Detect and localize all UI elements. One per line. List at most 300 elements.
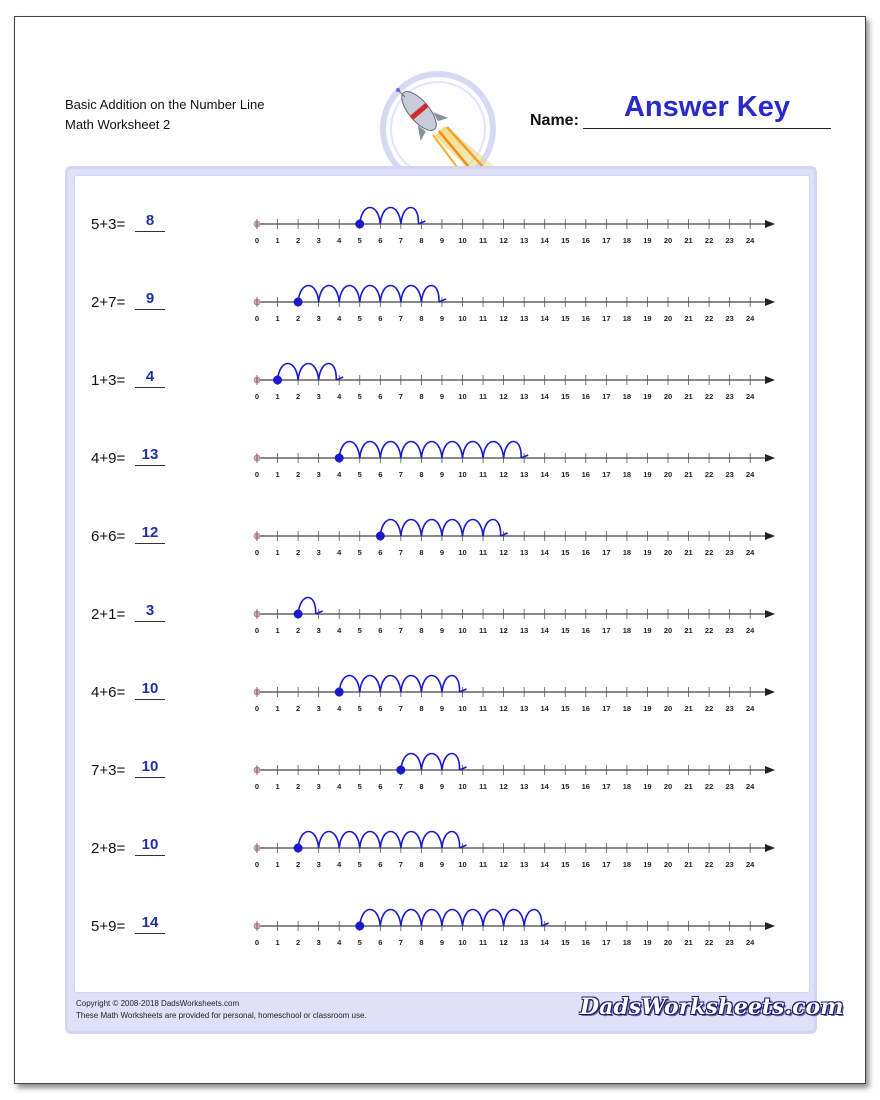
tick-label: 4 bbox=[337, 236, 342, 245]
start-point bbox=[273, 376, 282, 385]
jump-arc bbox=[380, 910, 401, 927]
tick-label: 3 bbox=[316, 236, 321, 245]
tick-label: 0 bbox=[254, 314, 260, 323]
tick-label: 5 bbox=[357, 860, 362, 869]
tick-label: 18 bbox=[622, 704, 632, 713]
start-point bbox=[294, 610, 303, 619]
tick-label: 24 bbox=[746, 704, 755, 713]
tick-label: 21 bbox=[684, 938, 693, 947]
tick-label: 1 bbox=[275, 860, 280, 869]
tick-label: 6 bbox=[378, 704, 383, 713]
number-line-6 bbox=[254, 598, 775, 636]
jump-arc bbox=[401, 832, 422, 849]
tick-label: 24 bbox=[746, 938, 755, 947]
tick-label: 7 bbox=[398, 470, 403, 479]
tick-label: 20 bbox=[663, 704, 673, 713]
tick-label: 9 bbox=[439, 626, 445, 635]
tick-label: 13 bbox=[519, 314, 529, 323]
tick-label: 23 bbox=[725, 782, 734, 791]
tick-label: 20 bbox=[663, 782, 673, 791]
tick-label: 7 bbox=[398, 938, 403, 947]
jump-arc bbox=[380, 832, 401, 849]
tick-label: 2 bbox=[296, 626, 301, 635]
tick-label: 4 bbox=[337, 938, 342, 947]
tick-label: 24 bbox=[746, 236, 755, 245]
tick-label: 17 bbox=[602, 938, 611, 947]
tick-label: 23 bbox=[725, 392, 734, 401]
tick-label: 24 bbox=[746, 392, 755, 401]
tick-label: 18 bbox=[622, 392, 632, 401]
tick-label: 22 bbox=[704, 548, 714, 557]
tick-label: 18 bbox=[622, 860, 632, 869]
tick-label: 4 bbox=[337, 314, 342, 323]
number-line-10 bbox=[254, 910, 775, 948]
tick-label: 16 bbox=[581, 704, 590, 713]
jump-arc bbox=[483, 520, 501, 537]
tick-label: 1 bbox=[275, 938, 280, 947]
number-line-1 bbox=[254, 208, 775, 246]
start-point bbox=[335, 688, 344, 697]
jump-arc bbox=[442, 442, 463, 459]
tick-label: 14 bbox=[540, 704, 549, 713]
number-line-2 bbox=[254, 286, 775, 324]
problem-answer: 10 bbox=[135, 836, 165, 856]
tick-label: 24 bbox=[746, 470, 755, 479]
tick-label: 10 bbox=[458, 314, 467, 323]
tick-label: 24 bbox=[746, 782, 755, 791]
jump-arc bbox=[380, 676, 401, 693]
jump-arc bbox=[380, 208, 401, 225]
problem-expression: 2+8= bbox=[91, 840, 126, 857]
tick-label: 8 bbox=[419, 392, 424, 401]
tick-label: 19 bbox=[643, 314, 652, 323]
tick-label: 15 bbox=[561, 860, 570, 869]
start-point bbox=[355, 220, 364, 229]
tick-label: 9 bbox=[439, 470, 445, 479]
tick-label: 18 bbox=[622, 236, 632, 245]
tick-label: 0 bbox=[254, 860, 260, 869]
problem-expression: 2+7= bbox=[91, 294, 126, 311]
tick-label: 10 bbox=[458, 860, 467, 869]
tick-label: 3 bbox=[316, 314, 321, 323]
tick-label: 6 bbox=[378, 938, 383, 947]
usage-note: These Math Worksheets are provided for personal, homeschool or classroom use. bbox=[76, 1011, 367, 1020]
tick-label: 1 bbox=[275, 470, 280, 479]
tick-label: 16 bbox=[581, 236, 590, 245]
number-line-3 bbox=[254, 364, 775, 402]
tick-label: 17 bbox=[602, 236, 611, 245]
jump-arc bbox=[421, 442, 442, 459]
tick-label: 0 bbox=[254, 548, 260, 557]
jump-arc bbox=[421, 676, 442, 693]
jump-arc bbox=[339, 832, 360, 849]
problem-answer: 10 bbox=[135, 758, 165, 778]
tick-label: 12 bbox=[499, 782, 508, 791]
jump-arc bbox=[421, 910, 442, 927]
worksheet-page bbox=[14, 16, 866, 1084]
tick-label: 15 bbox=[561, 470, 570, 479]
tick-label: 19 bbox=[643, 938, 652, 947]
tick-label: 19 bbox=[643, 548, 652, 557]
tick-label: 16 bbox=[581, 392, 590, 401]
tick-label: 7 bbox=[398, 314, 403, 323]
tick-label: 16 bbox=[581, 626, 590, 635]
tick-label: 24 bbox=[746, 626, 755, 635]
tick-label: 2 bbox=[296, 860, 301, 869]
tick-label: 13 bbox=[519, 704, 529, 713]
tick-label: 8 bbox=[419, 782, 424, 791]
tick-label: 6 bbox=[378, 860, 383, 869]
jump-arc bbox=[483, 442, 504, 459]
tick-label: 20 bbox=[663, 314, 673, 323]
problem-answer: 12 bbox=[135, 524, 165, 544]
tick-label: 8 bbox=[419, 626, 424, 635]
tick-label: 18 bbox=[622, 314, 632, 323]
tick-label: 16 bbox=[581, 782, 590, 791]
tick-label: 24 bbox=[746, 860, 755, 869]
number-line-5 bbox=[254, 520, 775, 558]
tick-label: 17 bbox=[602, 860, 611, 869]
tick-label: 16 bbox=[581, 860, 590, 869]
tick-label: 12 bbox=[499, 470, 508, 479]
tick-label: 21 bbox=[684, 548, 693, 557]
jump-arc bbox=[524, 910, 542, 927]
tick-label: 19 bbox=[643, 470, 652, 479]
dadsworksheets-logo: DadsWorksheets.com bbox=[580, 994, 844, 1020]
jump-arc bbox=[442, 754, 460, 771]
footer-text bbox=[76, 998, 367, 1022]
tick-label: 18 bbox=[622, 938, 632, 947]
tick-label: 9 bbox=[439, 392, 445, 401]
tick-label: 15 bbox=[561, 782, 570, 791]
jump-arc bbox=[298, 364, 319, 381]
tick-label: 3 bbox=[316, 704, 321, 713]
tick-label: 23 bbox=[725, 938, 734, 947]
tick-label: 2 bbox=[296, 236, 301, 245]
tick-label: 2 bbox=[296, 704, 301, 713]
tick-label: 14 bbox=[540, 860, 549, 869]
tick-label: 15 bbox=[561, 626, 570, 635]
tick-label: 17 bbox=[602, 392, 611, 401]
tick-label: 15 bbox=[561, 938, 570, 947]
axis-arrow bbox=[765, 688, 775, 696]
answer-key-text: Answer Key bbox=[623, 91, 790, 123]
tick-label: 0 bbox=[254, 392, 260, 401]
tick-label: 12 bbox=[499, 626, 508, 635]
tick-label: 11 bbox=[479, 236, 488, 245]
tick-label: 13 bbox=[519, 548, 529, 557]
start-point bbox=[335, 454, 344, 463]
tick-label: 10 bbox=[458, 704, 467, 713]
tick-label: 11 bbox=[479, 392, 488, 401]
tick-label: 22 bbox=[704, 704, 714, 713]
tick-label: 6 bbox=[378, 314, 383, 323]
tick-label: 1 bbox=[275, 236, 280, 245]
tick-label: 9 bbox=[439, 938, 445, 947]
tick-label: 16 bbox=[581, 314, 590, 323]
problem-answer: 3 bbox=[135, 602, 165, 622]
tick-label: 12 bbox=[499, 392, 508, 401]
tick-label: 16 bbox=[581, 938, 590, 947]
jump-arc bbox=[360, 286, 381, 303]
tick-label: 24 bbox=[746, 548, 755, 557]
tick-label: 21 bbox=[684, 470, 693, 479]
tick-label: 10 bbox=[458, 392, 467, 401]
worksheet-title: Basic Addition on the Number Line bbox=[65, 97, 265, 112]
tick-label: 14 bbox=[540, 470, 549, 479]
jump-arc bbox=[360, 832, 381, 849]
tick-label: 9 bbox=[439, 314, 445, 323]
tick-label: 15 bbox=[561, 704, 570, 713]
tick-label: 8 bbox=[419, 704, 424, 713]
tick-label: 8 bbox=[419, 860, 424, 869]
tick-label: 0 bbox=[254, 236, 260, 245]
tick-label: 21 bbox=[684, 626, 693, 635]
worksheet-subtitle: Math Worksheet 2 bbox=[65, 117, 171, 132]
jump-arc bbox=[421, 520, 442, 537]
jump-arc bbox=[319, 364, 337, 381]
tick-label: 19 bbox=[643, 392, 652, 401]
tick-label: 2 bbox=[296, 314, 301, 323]
jump-arc bbox=[442, 832, 460, 849]
tick-label: 1 bbox=[275, 392, 280, 401]
tick-label: 22 bbox=[704, 938, 714, 947]
tick-label: 12 bbox=[499, 704, 508, 713]
problem-answer: 10 bbox=[135, 680, 165, 700]
problem-expression: 4+9= bbox=[91, 450, 126, 467]
tick-label: 14 bbox=[540, 548, 549, 557]
tick-label: 22 bbox=[704, 860, 714, 869]
tick-label: 20 bbox=[663, 236, 673, 245]
tick-label: 7 bbox=[398, 704, 403, 713]
tick-label: 21 bbox=[684, 860, 693, 869]
tick-label: 8 bbox=[419, 938, 424, 947]
tick-label: 6 bbox=[378, 548, 383, 557]
axis-arrow bbox=[765, 922, 775, 930]
tick-label: 0 bbox=[254, 704, 260, 713]
copyright-text: Copyright © 2008-2018 DadsWorksheets.com bbox=[76, 999, 240, 1008]
problem-expression: 1+3= bbox=[91, 372, 126, 389]
tick-label: 20 bbox=[663, 860, 673, 869]
tick-label: 20 bbox=[663, 938, 673, 947]
tick-label: 5 bbox=[357, 470, 362, 479]
tick-label: 5 bbox=[357, 782, 362, 791]
tick-label: 7 bbox=[398, 626, 403, 635]
jump-arc bbox=[319, 286, 340, 303]
tick-label: 15 bbox=[561, 236, 570, 245]
tick-label: 0 bbox=[254, 938, 260, 947]
jump-arc bbox=[421, 832, 442, 849]
tick-label: 8 bbox=[419, 548, 424, 557]
tick-label: 4 bbox=[337, 548, 342, 557]
tick-label: 23 bbox=[725, 470, 734, 479]
tick-label: 24 bbox=[746, 314, 755, 323]
tick-label: 15 bbox=[561, 392, 570, 401]
axis-arrow bbox=[765, 454, 775, 462]
tick-label: 5 bbox=[357, 626, 362, 635]
tick-label: 17 bbox=[602, 704, 611, 713]
tick-label: 7 bbox=[398, 236, 403, 245]
tick-label: 12 bbox=[499, 938, 508, 947]
jump-arc bbox=[360, 676, 381, 693]
tick-label: 23 bbox=[725, 548, 734, 557]
tick-label: 22 bbox=[704, 392, 714, 401]
axis-arrow bbox=[765, 844, 775, 852]
start-point bbox=[355, 922, 364, 931]
tick-label: 18 bbox=[622, 470, 632, 479]
tick-label: 22 bbox=[704, 782, 714, 791]
tick-label: 5 bbox=[357, 548, 362, 557]
tick-label: 11 bbox=[479, 782, 488, 791]
tick-label: 7 bbox=[398, 860, 403, 869]
tick-label: 20 bbox=[663, 392, 673, 401]
tick-label: 9 bbox=[439, 704, 445, 713]
tick-label: 4 bbox=[337, 470, 342, 479]
jump-arc bbox=[421, 754, 442, 771]
problem-expression: 4+6= bbox=[91, 684, 126, 701]
tick-label: 6 bbox=[378, 236, 383, 245]
tick-label: 11 bbox=[479, 548, 488, 557]
tick-label: 3 bbox=[316, 860, 321, 869]
tick-label: 0 bbox=[254, 626, 260, 635]
tick-label: 10 bbox=[458, 782, 467, 791]
tick-label: 4 bbox=[337, 704, 342, 713]
tick-label: 17 bbox=[602, 626, 611, 635]
tick-label: 7 bbox=[398, 548, 403, 557]
tick-label: 12 bbox=[499, 236, 508, 245]
tick-label: 4 bbox=[337, 782, 342, 791]
tick-label: 3 bbox=[316, 938, 321, 947]
start-point bbox=[294, 844, 303, 853]
problem-answer: 8 bbox=[135, 212, 165, 232]
tick-label: 22 bbox=[704, 626, 714, 635]
number-line-8 bbox=[254, 754, 775, 792]
tick-label: 8 bbox=[419, 470, 424, 479]
tick-label: 1 bbox=[275, 314, 280, 323]
tick-label: 20 bbox=[663, 470, 673, 479]
name-label: Name: bbox=[530, 112, 579, 129]
problem-answer: 13 bbox=[135, 446, 165, 466]
problem-expression: 2+1= bbox=[91, 606, 126, 623]
problem-answer: 4 bbox=[135, 368, 165, 388]
tick-label: 22 bbox=[704, 314, 714, 323]
tick-label: 10 bbox=[458, 236, 467, 245]
tick-label: 21 bbox=[684, 782, 693, 791]
axis-arrow bbox=[765, 766, 775, 774]
tick-label: 2 bbox=[296, 548, 301, 557]
tick-label: 6 bbox=[378, 392, 383, 401]
jump-arc bbox=[319, 832, 340, 849]
tick-label: 13 bbox=[519, 392, 529, 401]
tick-label: 11 bbox=[479, 314, 488, 323]
jump-arc bbox=[339, 286, 360, 303]
number-lines bbox=[15, 17, 865, 1083]
problem-answer: 9 bbox=[135, 290, 165, 310]
jump-arc bbox=[380, 442, 401, 459]
tick-label: 12 bbox=[499, 860, 508, 869]
tick-label: 21 bbox=[684, 704, 693, 713]
tick-label: 9 bbox=[439, 236, 445, 245]
tick-label: 14 bbox=[540, 314, 549, 323]
axis-arrow bbox=[765, 610, 775, 618]
tick-label: 6 bbox=[378, 782, 383, 791]
tick-label: 1 bbox=[275, 782, 280, 791]
jump-arc bbox=[401, 208, 419, 225]
tick-label: 6 bbox=[378, 626, 383, 635]
jump-arc bbox=[442, 520, 463, 537]
tick-label: 9 bbox=[439, 548, 445, 557]
jump-arc bbox=[401, 910, 422, 927]
tick-label: 13 bbox=[519, 860, 529, 869]
tick-label: 23 bbox=[725, 236, 734, 245]
tick-label: 11 bbox=[479, 626, 488, 635]
tick-label: 5 bbox=[357, 938, 362, 947]
problem-expression: 5+3= bbox=[91, 216, 126, 233]
tick-label: 18 bbox=[622, 626, 632, 635]
tick-label: 13 bbox=[519, 782, 529, 791]
tick-label: 5 bbox=[357, 704, 362, 713]
tick-label: 10 bbox=[458, 548, 467, 557]
tick-label: 23 bbox=[725, 626, 734, 635]
problem-answer: 14 bbox=[135, 914, 165, 934]
tick-label: 3 bbox=[316, 548, 321, 557]
jump-arc bbox=[401, 676, 422, 693]
tick-label: 13 bbox=[519, 938, 529, 947]
jump-arc bbox=[442, 676, 460, 693]
tick-label: 4 bbox=[337, 392, 342, 401]
tick-label: 15 bbox=[561, 548, 570, 557]
problem-expression: 6+6= bbox=[91, 528, 126, 545]
jump-arc bbox=[483, 910, 504, 927]
tick-label: 3 bbox=[316, 470, 321, 479]
tick-label: 3 bbox=[316, 626, 321, 635]
jump-arc bbox=[463, 520, 484, 537]
tick-label: 21 bbox=[684, 314, 693, 323]
tick-label: 3 bbox=[316, 782, 321, 791]
jump-arc bbox=[360, 442, 381, 459]
tick-label: 3 bbox=[316, 392, 321, 401]
tick-label: 4 bbox=[337, 626, 342, 635]
tick-label: 5 bbox=[357, 314, 362, 323]
tick-label: 11 bbox=[479, 938, 488, 947]
tick-label: 9 bbox=[439, 782, 445, 791]
tick-label: 13 bbox=[519, 470, 529, 479]
tick-label: 20 bbox=[663, 548, 673, 557]
tick-label: 12 bbox=[499, 314, 508, 323]
number-line-4 bbox=[254, 442, 775, 480]
jump-arc bbox=[380, 286, 401, 303]
tick-label: 5 bbox=[357, 392, 362, 401]
tick-label: 20 bbox=[663, 626, 673, 635]
jump-arc bbox=[463, 910, 484, 927]
axis-arrow bbox=[765, 220, 775, 228]
tick-label: 19 bbox=[643, 704, 652, 713]
tick-label: 10 bbox=[458, 938, 467, 947]
tick-label: 15 bbox=[561, 314, 570, 323]
tick-label: 5 bbox=[357, 236, 362, 245]
jump-arc bbox=[504, 442, 522, 459]
tick-label: 13 bbox=[519, 626, 529, 635]
tick-label: 14 bbox=[540, 236, 549, 245]
tick-label: 9 bbox=[439, 860, 445, 869]
tick-label: 19 bbox=[643, 860, 652, 869]
tick-label: 2 bbox=[296, 392, 301, 401]
tick-label: 14 bbox=[540, 782, 549, 791]
jump-arc bbox=[401, 442, 422, 459]
tick-label: 4 bbox=[337, 860, 342, 869]
tick-label: 22 bbox=[704, 470, 714, 479]
tick-label: 11 bbox=[479, 860, 488, 869]
